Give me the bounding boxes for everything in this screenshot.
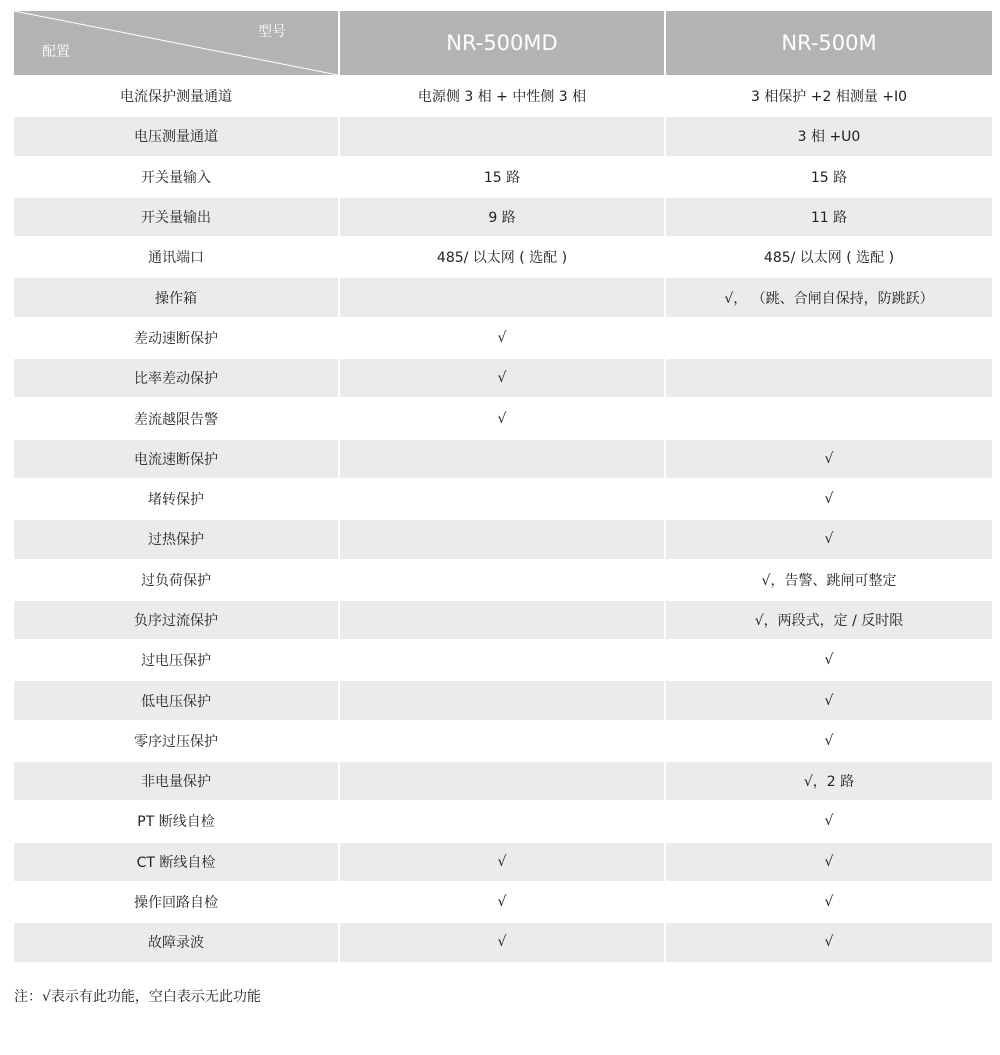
feature-cell: 故障录波 <box>14 923 338 961</box>
table-row <box>14 319 992 357</box>
feature-cell: 过负荷保护 <box>14 561 338 599</box>
nr-500m-cell <box>666 359 992 397</box>
nr-500md-cell: √ <box>340 359 664 397</box>
feature-cell: 通讯端口 <box>14 238 338 276</box>
footnote: 注：√表示有此功能，空白表示无此功能 <box>14 989 261 1005</box>
table-row <box>14 480 992 518</box>
table-row <box>14 722 992 760</box>
nr-500md-cell: √ <box>340 319 664 357</box>
nr-500m-cell: √ <box>666 722 992 760</box>
nr-500md-cell <box>340 722 664 760</box>
nr-500m-cell: √，告警、跳闸可整定 <box>666 561 992 599</box>
table-row <box>14 158 992 196</box>
nr-500m-cell: √ <box>666 923 992 961</box>
feature-cell: PT 断线自检 <box>14 802 338 840</box>
feature-cell: 差动速断保护 <box>14 319 338 357</box>
feature-cell: 差流越限告警 <box>14 399 338 437</box>
table-row <box>14 843 992 881</box>
header-row <box>14 11 992 75</box>
nr-500m-cell: √，两段式，定 / 反时限 <box>666 601 992 639</box>
nr-500m-cell: √ <box>666 802 992 840</box>
nr-500m-cell: √ <box>666 520 992 558</box>
feature-cell: 过热保护 <box>14 520 338 558</box>
nr-500md-cell <box>340 802 664 840</box>
table-row <box>14 883 992 921</box>
nr-500m-cell: 3 相 +U0 <box>666 117 992 155</box>
feature-cell: 电流速断保护 <box>14 440 338 478</box>
nr-500m-cell: √ <box>666 440 992 478</box>
table-row <box>14 601 992 639</box>
table-row <box>14 802 992 840</box>
table-row <box>14 762 992 800</box>
table-row <box>14 278 992 316</box>
nr-500md-cell <box>340 117 664 155</box>
spec-table-body <box>14 77 992 962</box>
nr-500md-cell <box>340 601 664 639</box>
feature-cell: 过电压保护 <box>14 641 338 679</box>
table-row <box>14 399 992 437</box>
nr-500m-cell <box>666 319 992 357</box>
table-row <box>14 520 992 558</box>
nr-500md-cell: 电源侧 3 相 + 中性侧 3 相 <box>340 77 664 115</box>
feature-cell: 开关量输入 <box>14 158 338 196</box>
feature-cell: 负序过流保护 <box>14 601 338 639</box>
table-row <box>14 359 992 397</box>
table-row <box>14 440 992 478</box>
nr-500md-cell <box>340 520 664 558</box>
feature-cell: 操作箱 <box>14 278 338 316</box>
corner-header-cell <box>14 11 338 75</box>
nr-500m-cell: 485/ 以太网 ( 选配 ) <box>666 238 992 276</box>
nr-500md-cell <box>340 278 664 316</box>
nr-500m-cell: √，2 路 <box>666 762 992 800</box>
table-row <box>14 923 992 961</box>
nr-500md-cell: √ <box>340 843 664 881</box>
nr-500m-cell: √ <box>666 641 992 679</box>
nr-500m-cell: √ <box>666 883 992 921</box>
feature-cell: CT 断线自检 <box>14 843 338 881</box>
table-row <box>14 561 992 599</box>
nr-500md-cell: 15 路 <box>340 158 664 196</box>
nr-500m-cell <box>666 399 992 437</box>
nr-500md-cell <box>340 762 664 800</box>
table-row <box>14 198 992 236</box>
nr-500m-cell: √ <box>666 480 992 518</box>
nr-500m-cell: √ <box>666 843 992 881</box>
feature-cell: 比率差动保护 <box>14 359 338 397</box>
table-row <box>14 77 992 115</box>
feature-cell: 操作回路自检 <box>14 883 338 921</box>
nr-500md-cell: √ <box>340 399 664 437</box>
model-axis-label: 型号 <box>258 24 286 40</box>
nr-500md-cell: 9 路 <box>340 198 664 236</box>
nr-500m-cell: 3 相保护 +2 相测量 +I0 <box>666 77 992 115</box>
feature-cell: 开关量输出 <box>14 198 338 236</box>
spec-comparison-table <box>12 9 994 964</box>
table-row <box>14 641 992 679</box>
config-axis-label: 配置 <box>42 44 70 60</box>
table-row <box>14 681 992 719</box>
nr-500md-cell <box>340 641 664 679</box>
nr-500md-cell: √ <box>340 883 664 921</box>
feature-cell: 堵转保护 <box>14 480 338 518</box>
feature-cell: 非电量保护 <box>14 762 338 800</box>
model-header-nr-500m: NR-500M <box>666 11 992 75</box>
nr-500m-cell: 15 路 <box>666 158 992 196</box>
nr-500md-cell: 485/ 以太网 ( 选配 ) <box>340 238 664 276</box>
model-header-nr-500md: NR-500MD <box>340 11 664 75</box>
nr-500md-cell <box>340 440 664 478</box>
table-row <box>14 117 992 155</box>
feature-cell: 电流保护测量通道 <box>14 77 338 115</box>
nr-500md-cell <box>340 681 664 719</box>
feature-cell: 零序过压保护 <box>14 722 338 760</box>
feature-cell: 电压测量通道 <box>14 117 338 155</box>
feature-cell: 低电压保护 <box>14 681 338 719</box>
table-row <box>14 238 992 276</box>
nr-500m-cell: √ <box>666 681 992 719</box>
nr-500m-cell: √， （跳、合闸自保持，防跳跃） <box>666 278 992 316</box>
nr-500m-cell: 11 路 <box>666 198 992 236</box>
nr-500md-cell <box>340 561 664 599</box>
nr-500md-cell: √ <box>340 923 664 961</box>
nr-500md-cell <box>340 480 664 518</box>
